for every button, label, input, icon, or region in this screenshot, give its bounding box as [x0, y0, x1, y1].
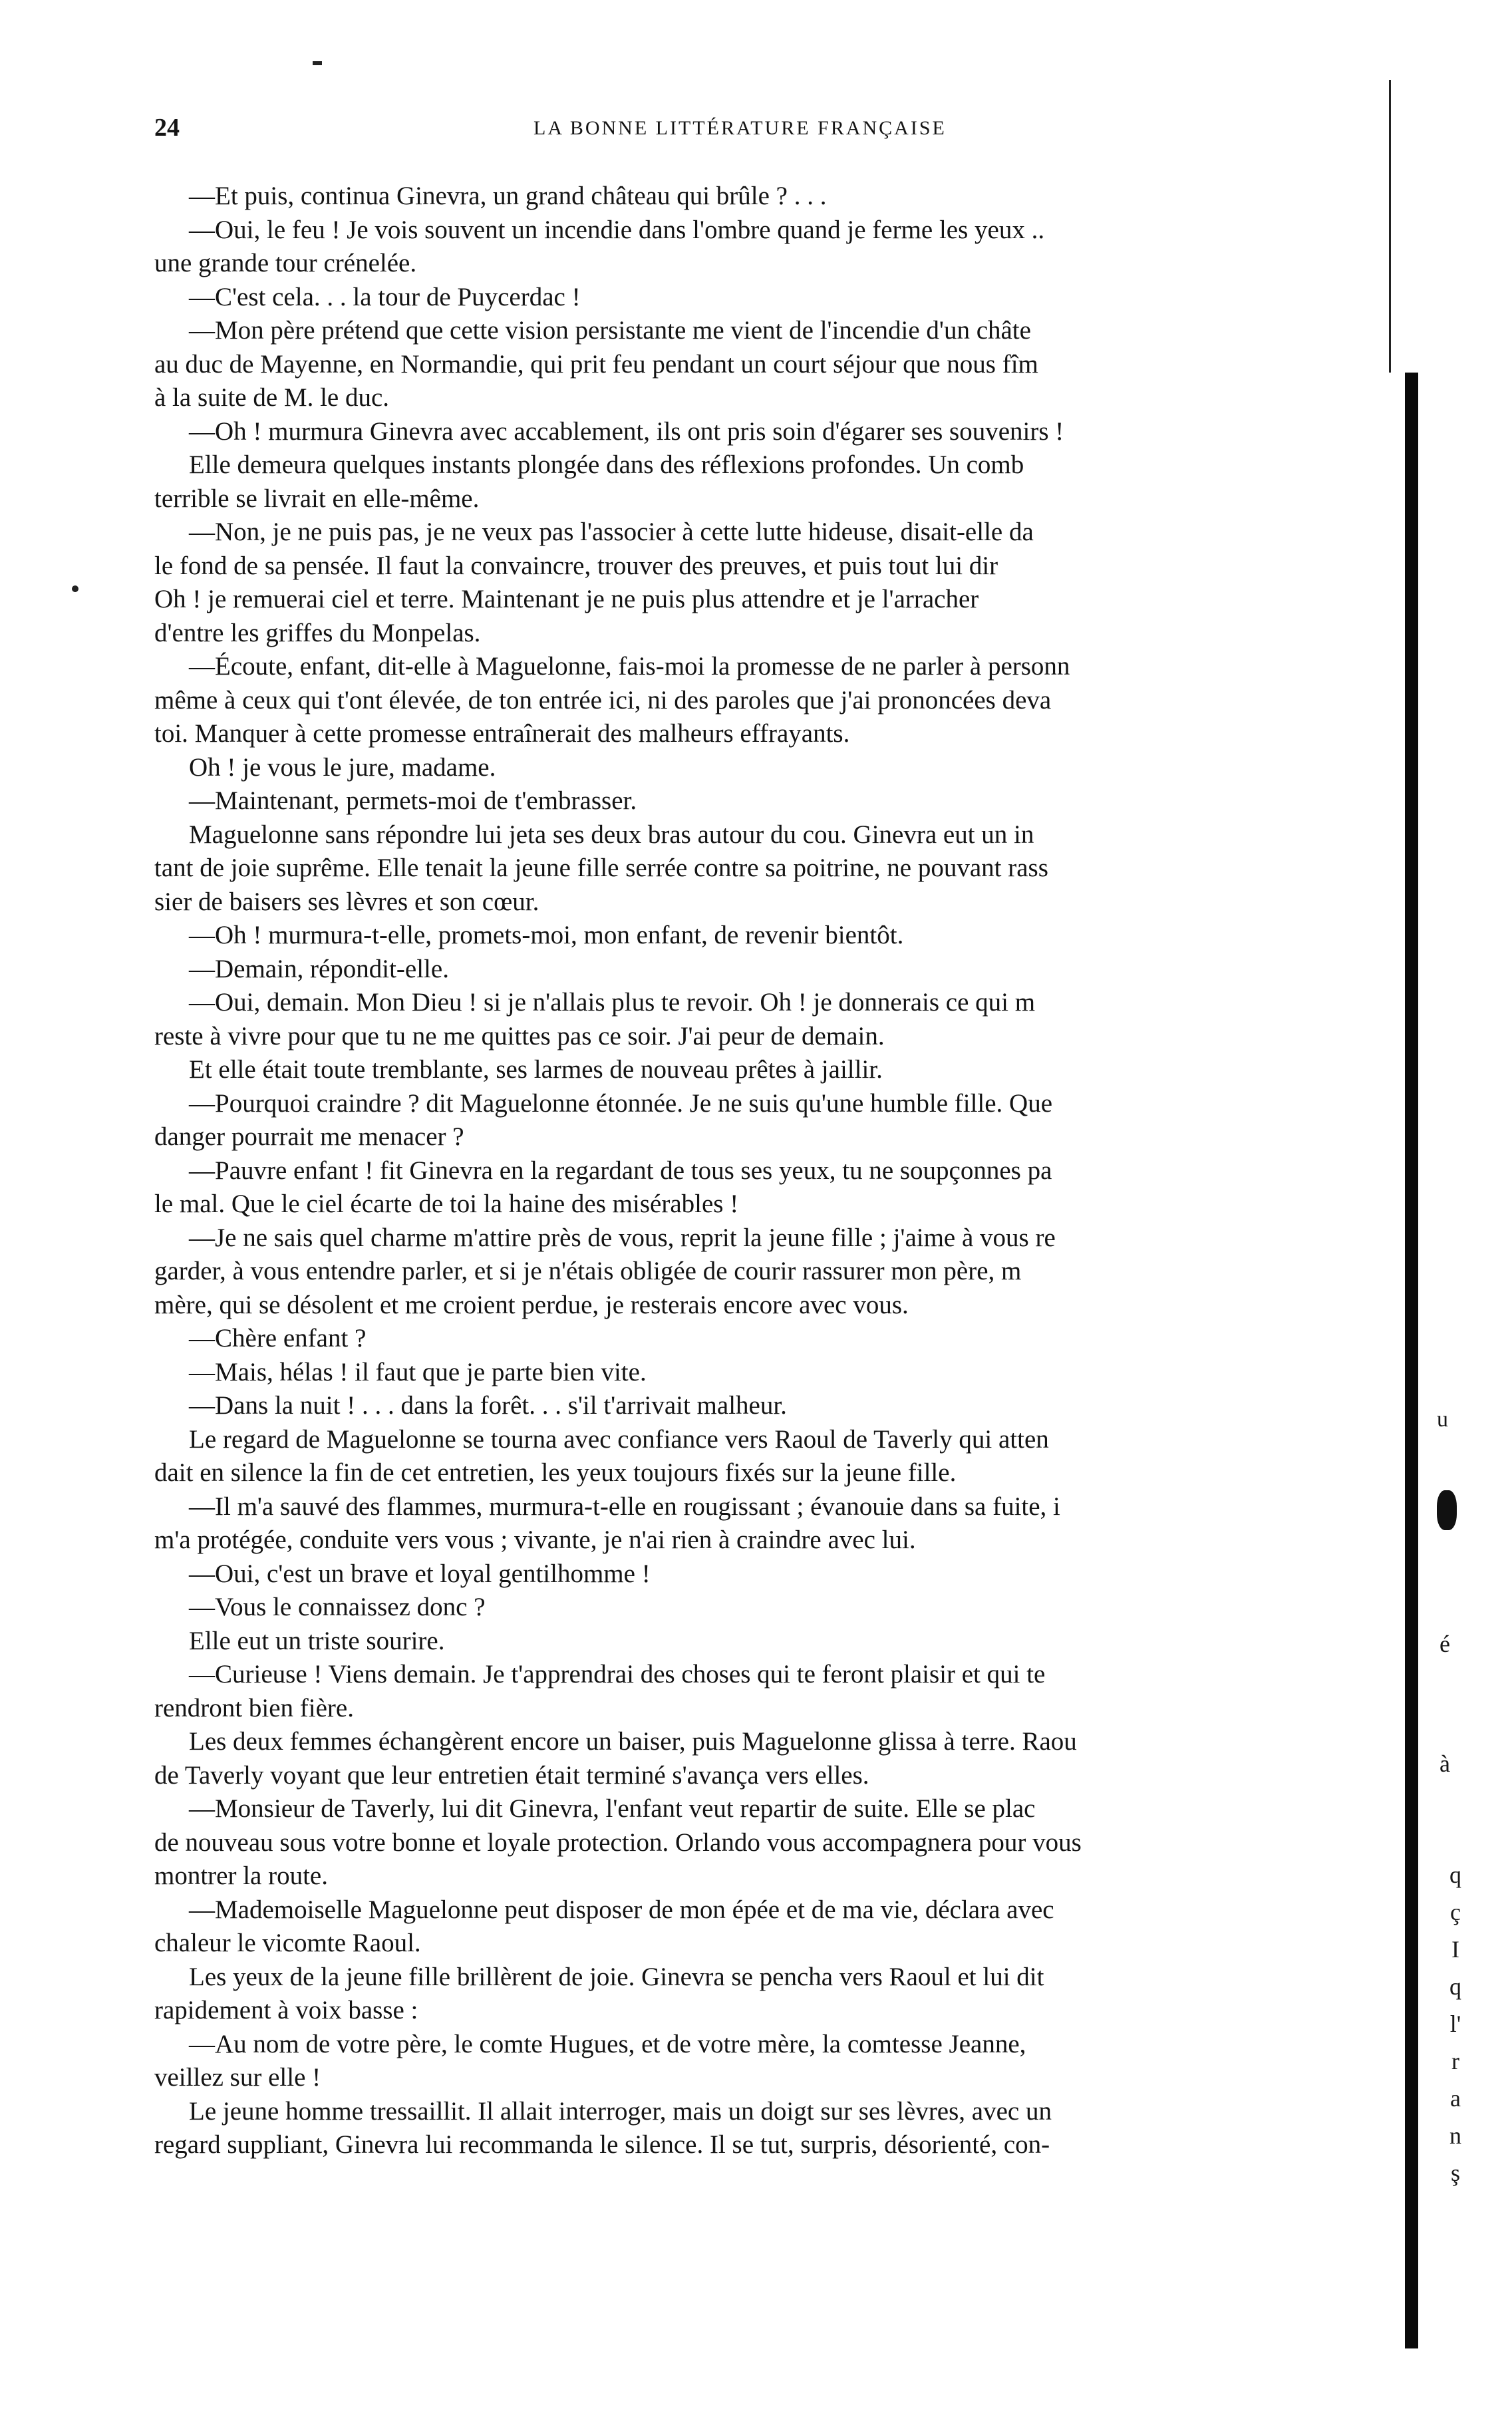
text-line: —C'est cela. . . la tour de Puycerdac ! [189, 282, 581, 311]
running-title: LA BONNE LITTÉRATURE FRANÇAISE [533, 117, 947, 139]
margin-letter-column [1442, 1856, 1469, 2191]
text-line: même à ceux qui t'ont élevée, de ton entrée ici, ni des paroles que j'ai prononcées deva [154, 685, 1052, 715]
text-line: —Dans la nuit ! . . . dans la forêt. . . s'il t'arrivait malheur. [189, 1391, 787, 1420]
text-line: —Écoute, enfant, dit-elle à Maguelonne, fais-moi la promesse de ne parler à personn [189, 652, 1070, 681]
text-line: —Mon père prétend que cette vision persistante me vient de l'incendie d'un châte [189, 316, 1031, 345]
text-line: Les deux femmes échangèrent encore un baiser, puis Maguelonne glissa à terre. Raou [189, 1727, 1077, 1756]
stray-ink-dot [72, 585, 78, 592]
text-line: m'a protégée, conduite vers vous ; vivante, je n'ai rien à craindre avec lui. [154, 1526, 916, 1554]
text-line: montrer la route. [154, 1861, 328, 1890]
text-line: garder, à vous entendre parler, et si je n'étais obligée de courir rassurer mon père, m [154, 1257, 1022, 1285]
margin-letter: a [1450, 2085, 1461, 2112]
text-line: —Oh ! murmura Ginevra avec accablement, ils ont pris soin d'égarer ses souvenirs ! [189, 416, 1064, 446]
margin-letter: ç [1450, 1899, 1461, 1925]
text-line: —Demain, répondit-elle. [189, 954, 449, 983]
text-line: sier de baisers ses lèvres et son cœur. [154, 887, 539, 916]
text-line: Maguelonne sans répondre lui jeta ses deux bras autour du cou. Ginevra eut un in [189, 820, 1034, 849]
margin-letter: r [1451, 2048, 1459, 2074]
text-line: —Oui, c'est un brave et loyal gentilhomme ! [189, 1559, 651, 1588]
text-line: à la suite de M. le duc. [154, 383, 390, 412]
text-line: —Mais, hélas ! il faut que je parte bien vite. [189, 1357, 647, 1386]
margin-letter: l' [1449, 2011, 1461, 2037]
margin-letter: q [1449, 1973, 1461, 2000]
text-line: terrible se livrait en elle-même. [154, 484, 480, 513]
ink-smudge [1437, 1490, 1457, 1530]
stray-ink-mark [313, 61, 322, 65]
page-number: 24 [154, 114, 180, 142]
text-line: une grande tour crénelée. [154, 249, 417, 277]
margin-letter: ş [1450, 2160, 1460, 2186]
text-line: le fond de sa pensée. Il faut la convaincre, trouver des preuves, et puis tout lui dir [154, 551, 998, 580]
text-line: Le jeune homme tressaillit. Il allait interroger, mais un doigt sur ses lèvres, avec un [189, 2096, 1052, 2126]
body-text [154, 180, 1402, 2348]
text-line: Oh ! je vous le jure, madame. [189, 752, 496, 782]
text-line: Oh ! je remuerai ciel et terre. Maintenant je ne puis plus attendre et je l'arracher [154, 585, 979, 613]
text-line: de nouveau sous votre bonne et loyale protection. Orlando vous accompagnera pour vous [154, 1828, 1082, 1857]
text-line: —Je ne sais quel charme m'attire près de vous, reprit la jeune fille ; j'aime à vous re [189, 1223, 1056, 1252]
text-line: chaleur le vicomte Raoul. [154, 1929, 421, 1957]
text-line: —Mademoiselle Maguelonne peut disposer de mon épée et de ma vie, déclara avec [189, 1895, 1054, 1924]
text-line: —Vous le connaissez donc ? [189, 1593, 486, 1621]
margin-letter: q [1449, 1861, 1461, 1888]
text-line: Elle eut un triste sourire. [189, 1626, 445, 1655]
text-line: —Curieuse ! Viens demain. Je t'apprendrai des choses qui te feront plaisir et qui te [189, 1660, 1046, 1689]
text-line: —Oui, demain. Mon Dieu ! si je n'allais plus te revoir. Oh ! je donnerais ce qui m [189, 988, 1036, 1017]
text-line: —Non, je ne puis pas, je ne veux pas l'associer à cette lutte hideuse, disait-elle da [189, 518, 1034, 546]
text-line: —Pourquoi craindre ? dit Maguelonne étonnée. Je ne suis qu'une humble fille. Que [189, 1088, 1053, 1118]
page-header [154, 113, 1392, 153]
text-line: —Au nom de votre père, le comte Hugues, et de votre mère, la comtesse Jeanne, [189, 2029, 1026, 2058]
margin-letter: n [1449, 2122, 1461, 2149]
text-line: le mal. Que le ciel écarte de toi la haine des misérables ! [154, 1190, 739, 1218]
margin-fragment: u [1437, 1407, 1448, 1432]
text-line: Elle demeura quelques instants plongée dans des réflexions profondes. Un comb [189, 450, 1024, 479]
text-line: —Oui, le feu ! Je vois souvent un incendie dans l'ombre quand je ferme les yeux .. [189, 215, 1045, 244]
text-line: mère, qui se désolent et me croient perdue, je resterais encore avec vous. [154, 1290, 909, 1319]
text-line: —Oh ! murmura-t-elle, promets-moi, mon enfant, de revenir bientôt. [189, 921, 904, 949]
text-line: reste à vivre pour que tu ne me quittes pas ce soir. J'ai peur de demain. [154, 1021, 885, 1050]
text-line: toi. Manquer à cette promesse entraînerait des malheurs effrayants. [154, 719, 850, 748]
text-line: —Il m'a sauvé des flammes, murmura-t-elle en rougissant ; évanouie dans sa fuite, i [189, 1492, 1060, 1521]
text-line: regard suppliant, Ginevra lui recommanda le silence. Il se tut, surpris, désorienté, con- [154, 2130, 1050, 2159]
margin-fragment: à [1439, 1750, 1450, 1777]
text-line: veillez sur elle ! [154, 2063, 321, 2092]
text-line: —Et puis, continua Ginevra, un grand château qui brûle ? . . . [189, 182, 827, 210]
text-line: de Taverly voyant que leur entretien était terminé s'avança vers elles. [154, 1760, 869, 1790]
text-line: —Monsieur de Taverly, lui dit Ginevra, l'enfant veut repartir de suite. Elle se plac [189, 1794, 1036, 1823]
text-line: —Chère enfant ? [189, 1324, 367, 1353]
margin-fragment: é [1439, 1631, 1450, 1657]
binding-shadow-bar [1405, 373, 1418, 2348]
text-line: d'entre les griffes du Monpelas. [154, 618, 481, 647]
text-line: Et elle était toute tremblante, ses larmes de nouveau prêtes à jaillir. [189, 1055, 883, 1084]
text-line: —Maintenant, permets-moi de t'embrasser. [189, 786, 637, 815]
text-line: Le regard de Maguelonne se tourna avec confiance vers Raoul de Taverly qui atten [189, 1424, 1049, 1454]
text-line: rapidement à voix basse : [154, 1996, 418, 2024]
text-line: dait en silence la fin de cet entretien, les yeux toujours fixés sur la jeune fille. [154, 1458, 957, 1487]
text-line: au duc de Mayenne, en Normandie, qui prit feu pendant un court séjour que nous fîm [154, 349, 1038, 379]
text-line: tant de joie suprême. Elle tenait la jeune fille serrée contre sa poitrine, ne pouvant rass [154, 854, 1048, 882]
text-line: danger pourrait me menacer ? [154, 1122, 464, 1151]
text-line: Les yeux de la jeune fille brillèrent de joie. Ginevra se pencha vers Raoul et lui dit [189, 1962, 1044, 1991]
text-line: rendront bien fière. [154, 1693, 354, 1722]
text-line: —Pauvre enfant ! fit Ginevra en la regardant de tous ses yeux, tu ne soupçonnes pa [189, 1156, 1052, 1185]
margin-letter: I [1451, 1936, 1459, 1963]
